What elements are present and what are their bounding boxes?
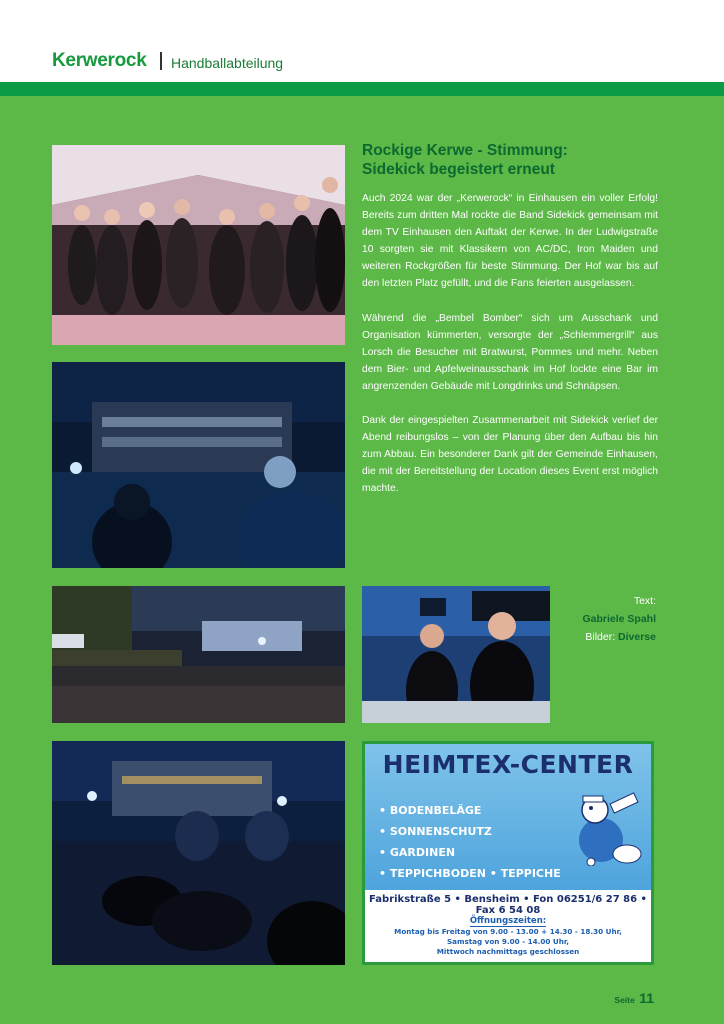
photo-group-tent <box>52 145 345 345</box>
ad-hours-title-text: Öffnungszeiten: <box>469 916 547 926</box>
photo-crowd <box>52 586 345 723</box>
article-title-line: Rockige Kerwe - Stimmung: <box>362 142 568 159</box>
ad-title: HEIMTEX-CENTER <box>382 750 634 779</box>
ad-product-list <box>379 800 561 884</box>
credits-images-label: Bilder: <box>585 631 616 643</box>
page-word: Seite <box>614 995 635 1005</box>
ad-product-item-label: TEPPICHBODEN <box>389 867 486 880</box>
ad-address: Fabrikstraße 5 • Bensheim • Fon 06251/6 27 86 • Fax 6 54 08 <box>369 894 647 916</box>
page-number-value: 11 <box>639 990 654 1006</box>
ad-hours-line: Montag bis Freitag von 9.00 - 13.00 + 14.30 - 18.30 Uhr, <box>394 927 622 936</box>
section-title: Kerwerock <box>52 50 147 71</box>
header-divider <box>160 52 162 70</box>
ad-product-item <box>379 863 561 884</box>
credits-images-author: Diverse <box>618 631 656 643</box>
ad-product-item: • SONNENSCHUTZ <box>379 821 561 842</box>
page-header <box>0 0 724 82</box>
article-title <box>362 141 662 179</box>
credits-text-author: Gabriele Spahl <box>582 613 656 625</box>
credits-text-label: Text: <box>633 595 656 607</box>
photo-band-stage <box>52 741 345 965</box>
article-body <box>362 190 658 515</box>
ad-hours-title <box>365 916 651 926</box>
ad-product-item-label: TEPPICHE <box>500 867 561 880</box>
section-subtitle: Handballabteilung <box>171 55 284 71</box>
header-green-bar <box>0 82 724 96</box>
article-paragraph: Dank der eingespielten Zusammenarbeit mit Sidekick verlief der Abend reibungslos – von der Planung über den Aufbau bis hin zum Abbau. Ein besonderer Dank gilt der Gemeinde Einhausen, die mit der Bereitstellung der Location dieses Event erst möglich machte. <box>362 415 658 495</box>
page-number <box>614 990 654 1008</box>
article-title-line: Sidekick begeistert erneut <box>362 161 555 178</box>
mascot-icon <box>561 788 645 866</box>
credits <box>582 592 656 646</box>
ad-hours-line: Mittwoch nachmittags geschlossen <box>436 947 580 956</box>
article-paragraph: Während die „Bembel Bomber“ sich um Ausschank und Organisation kümmerten, versorgte der „Schlemmergrill“ aus Lorsch die Besucher mit Bratwurst, Pommes und mehr. Neben dem Bier- und Apfelweinausschank im Hof lockte eine Bar im angrenzenden Gebäude mit Longdrinks und Schnäpsen. <box>362 312 658 392</box>
article-paragraph: Auch 2024 war der „Kerwerock“ in Einhausen ein voller Erfolg! Bereits zum dritten Mal rockte die Band Sidekick gemeinsam mit dem TV Einhausen den Auftakt der Kerwe. In der Ludwigstraße 10 sorgten sie mit Klassikern von AC/DC, Iron Maiden und weiteren Rockgrößen für beste Stimmung. Der Hof war bis auf den letzten Platz gefüllt, und die Fans feierten ausgelassen. <box>362 193 658 290</box>
advertisement-heimtex <box>362 741 654 965</box>
photo-stage-night <box>52 362 345 568</box>
photo-bar-staff <box>362 586 550 723</box>
ad-product-item: • GARDINEN <box>379 842 561 863</box>
ad-bullet-separator <box>486 867 501 880</box>
ad-opening-hours <box>365 927 651 957</box>
ad-hours-line: Samstag von 9.00 - 14.00 Uhr, <box>446 937 570 946</box>
ad-product-item: • BODENBELÄGE <box>379 800 561 821</box>
